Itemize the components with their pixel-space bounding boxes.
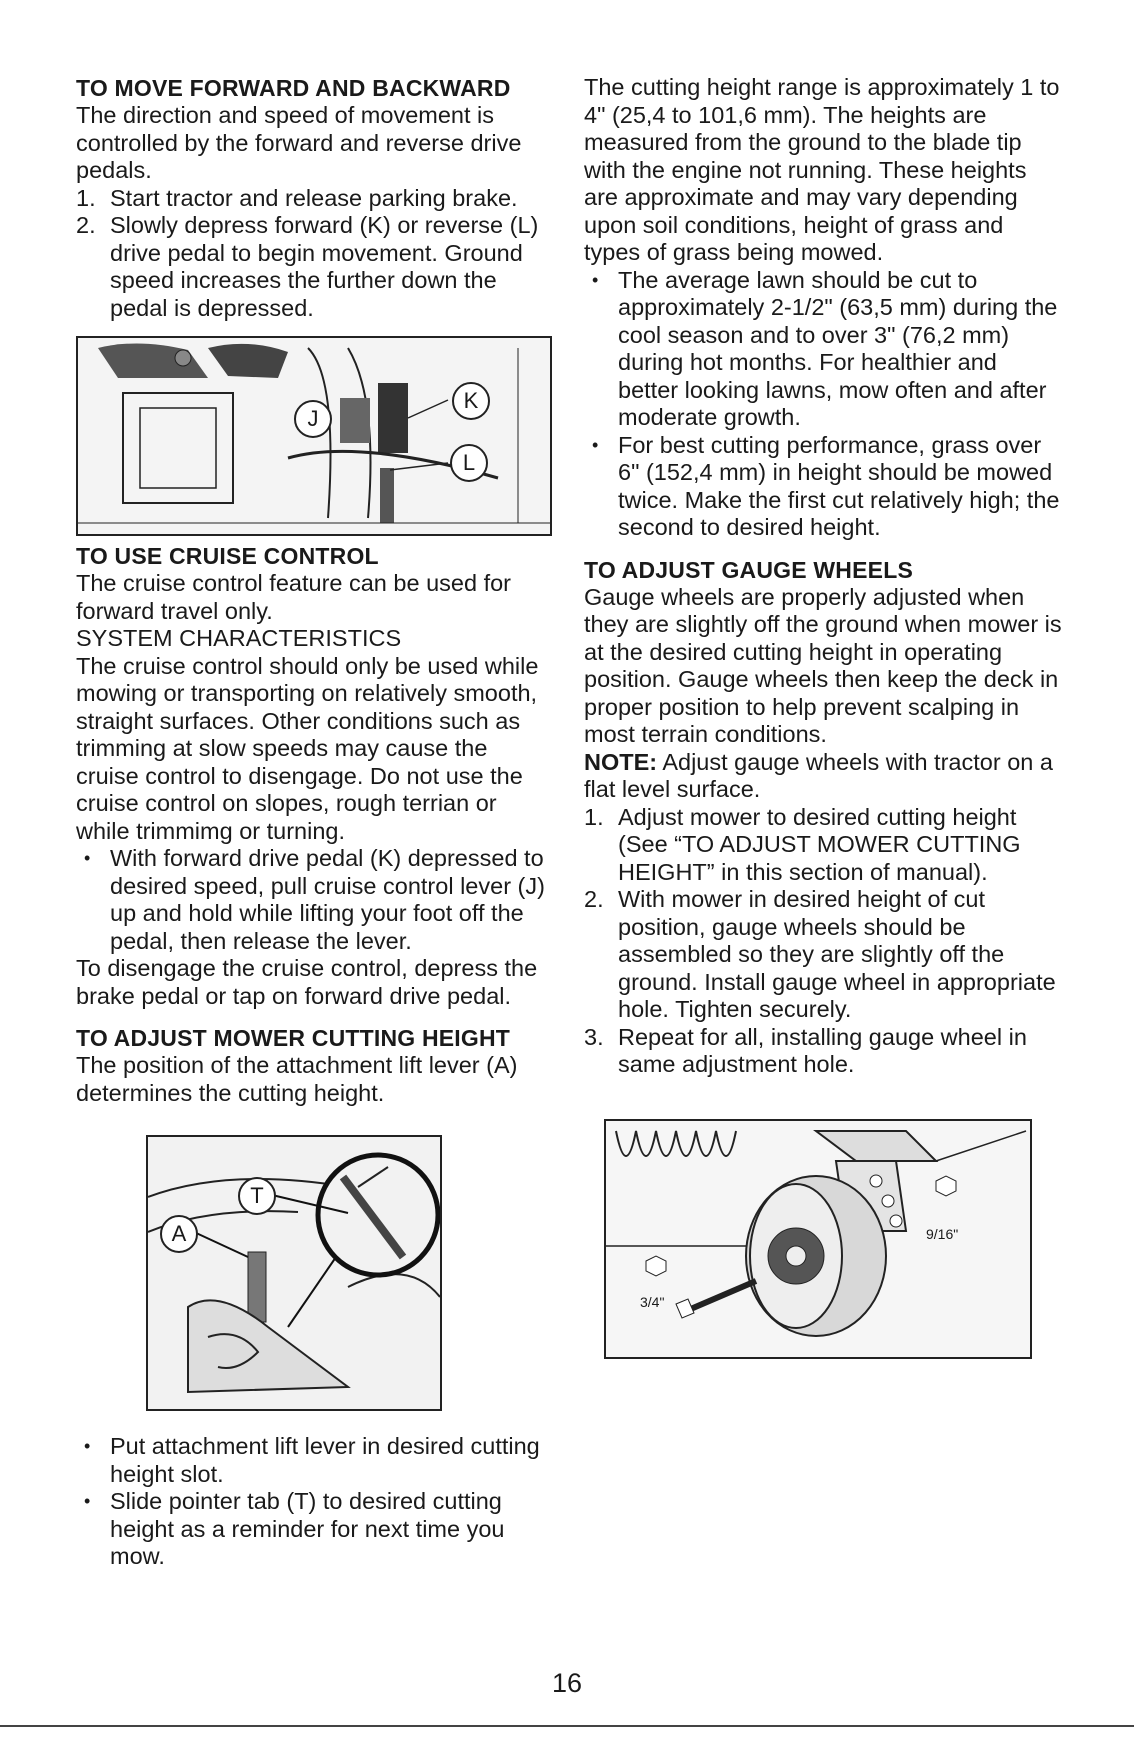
move-heading: TO MOVE FORWARD AND BACKWARD — [76, 75, 511, 101]
callout-k: K — [452, 382, 490, 420]
pedals-figure — [76, 336, 552, 536]
height-bullet: • Put attachment lift lever in desired cutting height slot. — [76, 1433, 550, 1488]
cruise-bullets — [76, 845, 550, 955]
height-intro: The position of the attachment lift lever (A) determines the cutting height. — [76, 1052, 518, 1106]
step-number: 2. — [584, 886, 604, 912]
callout-j: J — [294, 400, 332, 438]
move-step — [76, 185, 550, 213]
height-bullet: • Slide pointer tab (T) to desired cutting height as a reminder for next time you mow. — [76, 1488, 550, 1571]
bolt-size-label: 3/4" — [640, 1293, 665, 1310]
cruise-bullet: • With forward drive pedal (K) depressed to desired speed, pull cruise control lever (J) up and hold while lifting your foot off the pedal, then release the lever. — [76, 845, 550, 955]
step-text: Start tractor and release parking brake. — [110, 184, 518, 211]
cruise-heading: TO USE CRUISE CONTROL — [76, 543, 379, 569]
system-text: The cruise control should only be used while mowing or transporting on relatively smooth, straight surfaces. Other conditions such as trimming at slow speeds may cause the cruise control to disengage. Do not use the cruise control on slopes, rough terrian or while trimmimg or turning. — [76, 652, 539, 844]
note-label: NOTE: — [584, 748, 658, 775]
gauge-wheel-figure — [604, 1119, 1032, 1359]
lift-lever-figure — [146, 1135, 442, 1411]
gauge-heading: TO ADJUST GAUGE WHEELS — [584, 556, 913, 583]
move-steps — [76, 185, 550, 323]
lift-lever-illustration — [148, 1137, 440, 1409]
page-number: 16 — [551, 1668, 583, 1698]
gauge-wheel-illustration — [606, 1121, 1030, 1357]
range-bullet: • For best cutting performance, grass over 6" (152,4 mm) in height should be mowed twice. Make the first cut relatively high; the second to desired height. — [584, 432, 1062, 542]
gauge-step — [584, 886, 1062, 1024]
right-column — [584, 74, 1062, 1359]
range-bullets — [584, 267, 1062, 542]
callout-t: T — [238, 1177, 276, 1215]
callout-a: A — [160, 1215, 198, 1253]
gauge-intro: Gauge wheels are properly adjusted when they are slightly off the ground when mower is at the desired cutting height in operating position. Gauge wheels then keep the deck in proper position to help prevent scalping in most terrain conditions. — [584, 583, 1062, 747]
gauge-steps — [584, 804, 1062, 1079]
bottom-rule — [0, 1725, 1134, 1727]
nut-size-label: 9/16" — [926, 1225, 959, 1242]
cruise-intro: The cruise control feature can be used for forward travel only. — [76, 570, 511, 624]
height-heading: TO ADJUST MOWER CUTTING HEIGHT — [76, 1025, 511, 1051]
step-text: Slowly depress forward (K) or reverse (L) drive pedal to begin movement. Ground speed increases the further down the pedal is depressed. — [110, 212, 539, 321]
step-number: 3. — [584, 1023, 604, 1050]
move-intro: The direction and speed of movement is controlled by the forward and reverse drive pedals. — [76, 102, 522, 183]
cruise-disengage: To disengage the cruise control, depress the brake pedal or tap on forward drive pedal. — [76, 955, 538, 1009]
note-text: Adjust gauge wheels with tractor on a flat level surface. — [584, 748, 1053, 802]
range-text: The cutting height range is approximately 1 to 4" (25,4 to 101,6 mm). The heights are measured from the ground to the blade tip with the engine not running. These heights are approximate and may vary depending upon soil conditions, height of grass and types of grass being mowed. — [584, 74, 1060, 265]
step-number: 1. — [584, 803, 604, 830]
range-bullet: • The average lawn should be cut to approximately 2-1/2" (63,5 mm) during the cool season and to over 3" (76,2 mm) during hot months. For healthier and better looking lawns, mow often and after moderate growth. — [584, 267, 1062, 432]
callout-l: L — [450, 444, 488, 482]
step-text: Repeat for all, installing gauge wheel in same adjustment hole. — [618, 1023, 1027, 1077]
gauge-step — [584, 804, 1062, 887]
move-step — [76, 212, 550, 322]
gauge-step — [584, 1024, 1062, 1079]
system-heading: SYSTEM CHARACTERISTICS — [76, 625, 402, 651]
step-number: 2. — [76, 212, 96, 238]
left-column — [76, 74, 550, 1571]
height-bullets — [76, 1433, 550, 1571]
step-number: 1. — [76, 184, 96, 211]
step-text: With mower in desired height of cut position, gauge wheels should be assembled so they are slightly off the ground. Install gauge wheel in appropriate hole. Tighten securely. — [618, 886, 1056, 1022]
gauge-note — [584, 749, 1062, 804]
step-text: Adjust mower to desired cutting height (See “TO ADJUST MOWER CUTTING HEIGHT” in this section of manual). — [618, 803, 1021, 885]
